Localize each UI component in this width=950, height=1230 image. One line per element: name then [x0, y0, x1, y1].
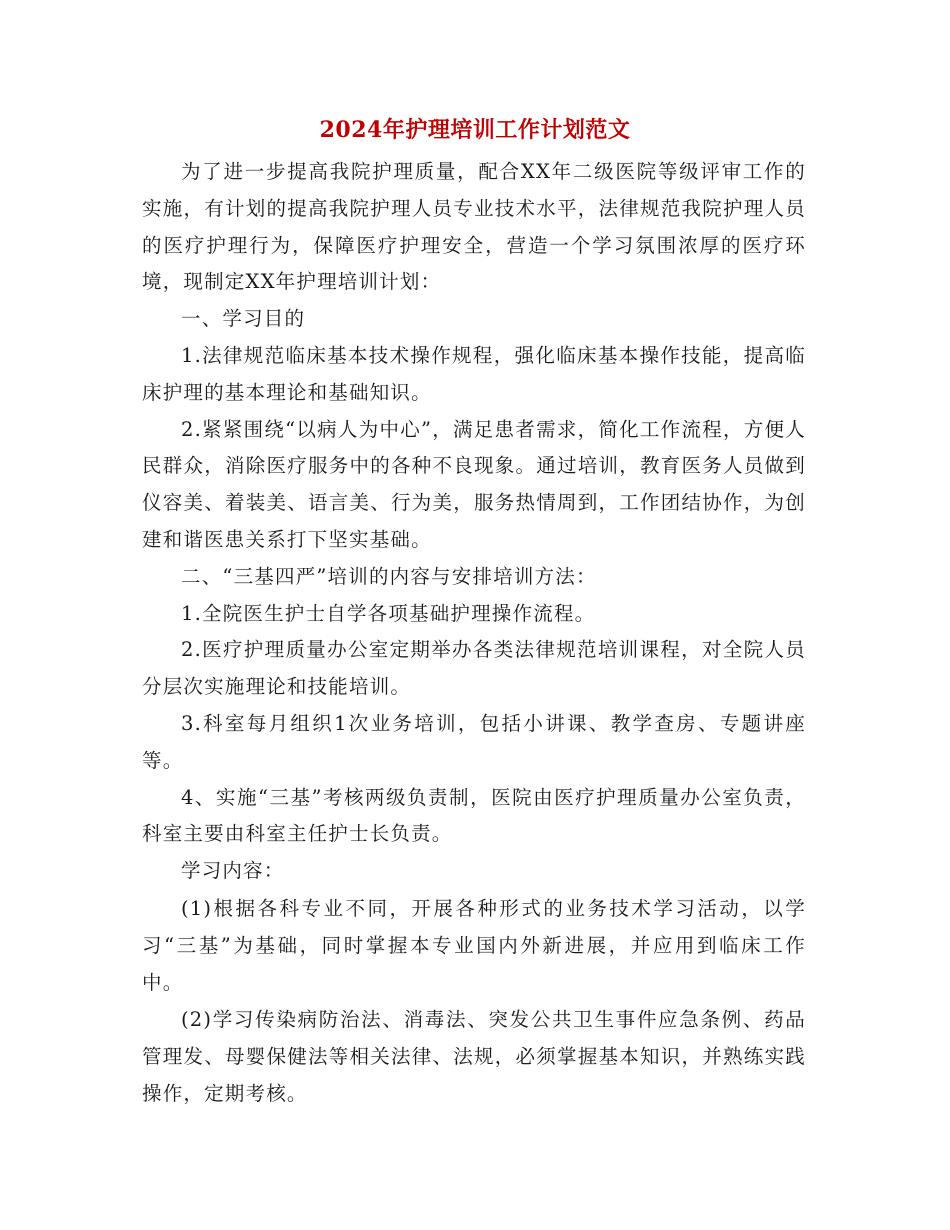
paragraph-goal-1: 1.法律规范临床基本技术操作规程，强化临床基本操作技能，提高临床护理的基本理论和基础知识。: [142, 343, 806, 404]
paragraph-method-3: 3.科室每月组织1次业务培训，包括小讲课、教学查房、专题讲座等。: [142, 711, 806, 772]
section-heading-learning-goals: 一、学习目的: [181, 307, 306, 331]
paragraph-method-4: 4、实施“三基”考核两级负责制，医院由医疗护理质量办公室负责，科室主要由科室主任护士长负责。: [142, 785, 806, 846]
paragraph-goal-2: 2.紧紧围绕“以病人为中心”，满足患者需求，简化工作流程，方便人民群众，消除医疗服务中的各种不良现象。通过培训，教育医务人员做到仪容美、着装美、语言美、行为美，服务热情周到，工作团结协作，为创建和谐医患关系打下坚实基础。: [142, 417, 806, 551]
document-body: [142, 154, 806, 1113]
section-heading-study-content: 学习内容：: [181, 859, 285, 883]
paragraph-intro: 为了进一步提高我院护理质量，配合XX年二级医院等级评审工作的实施，有计划的提高我院护理人员专业技术水平，法律规范我院护理人员的医疗护理行为，保障医疗护理安全，营造一个学习氛围浓厚的医疗环境，现制定XX年护理培训计划：: [142, 160, 806, 294]
paragraph-content-1: (1)根据各科专业不同，开展各种形式的业务技术学习活动，以学习“三基”为基础，同时掌握本专业国内外新进展，并应用到临床工作中。: [142, 896, 806, 994]
paragraph-method-2: 2.医疗护理质量办公室定期举办各类法律规范培训课程，对全院人员分层次实施理论和技能培训。: [142, 638, 806, 699]
document-title: 2024年护理培训工作计划范文: [319, 117, 631, 143]
paragraph-method-1: 1.全院医生护士自学各项基础护理操作流程。: [181, 601, 596, 625]
paragraph-content-2: (2)学习传染病防治法、消毒法、突发公共卫生事件应急条例、药品管理发、母婴保健法等相关法律、法规，必须掌握基本知识，并熟练实践操作，定期考核。: [142, 1008, 806, 1105]
section-heading-training-content: 二、“三基四严”培训的内容与安排培训方法：: [181, 564, 597, 588]
